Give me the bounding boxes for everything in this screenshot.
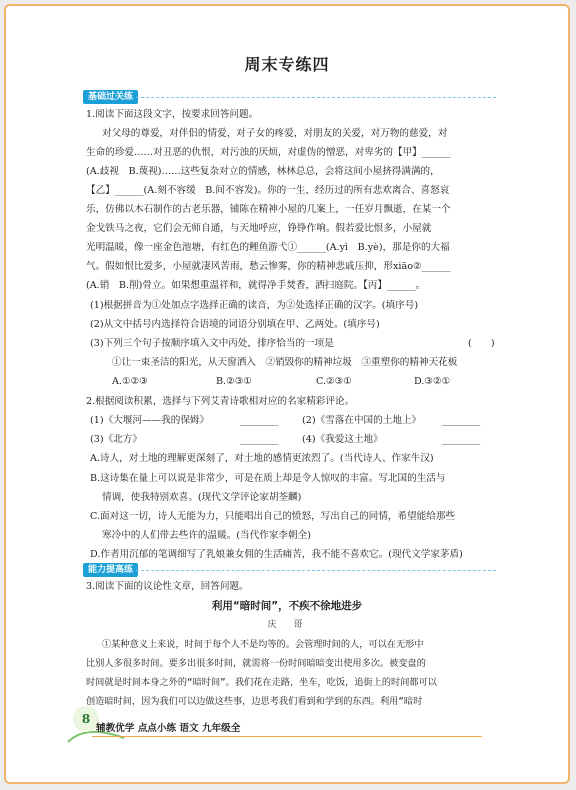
worksheet-page <box>4 4 570 784</box>
section-divider <box>136 97 496 98</box>
footer-text: 辅教优学 点点小练 语文 九年级全 <box>96 723 241 734</box>
page-number: 8 <box>73 706 99 732</box>
sub-question-1: (1)根据拼音为①处加点字选择正确的读音，为②处选择正确的汉字。(填序号) <box>90 300 419 311</box>
poem-4: (4)《我爱这土地》 <box>302 434 383 445</box>
paragraph-line: 乐，仿佛以木石制作的古老乐器，铺陈在精神小屋的几案上，一任岁月飘逝，在某一个 <box>86 204 451 215</box>
comment-b: B.这诗集在量上可以说是非常少，可是在质上却是令人惊叹的丰富。写北国的生活与 <box>90 473 446 484</box>
sub-question-3: (3)下列三个句子按顺序填入文中丙处，排序恰当的一项是 <box>90 338 334 349</box>
poem-3-blank[interactable]: ________ <box>240 434 279 445</box>
article-line: 创造暗时间，因为我们可以边做这些事，边思考我们看到和学到的东西。利用“暗时 <box>86 696 423 707</box>
paragraph-line: 生命的珍爱……对丑恶的仇恨，对污浊的厌烦，对虚伪的憎恶，对卑劣的【甲】______ <box>86 147 451 158</box>
section-badge-ability: 能力提高练 <box>83 563 138 577</box>
question-3-prompt: 3.阅读下面的议论性文章，回答问题。 <box>86 581 249 592</box>
poem-1: (1)《大堰河——我的保姆》 <box>90 415 210 426</box>
comment-c-cont: 寒冷中的人们带去些许的温暖。(当代作家李朝全) <box>102 530 311 541</box>
comment-c: C.面对这一切，诗人无能为力，只能唱出自己的愤怒，写出自己的同情，希望能给那些 <box>90 511 456 522</box>
question-2-prompt: 2.根据阅读积累，选择与下列艾青诗歌相对应的名家精彩评论。 <box>86 396 355 407</box>
answer-paren[interactable]: ( ) <box>468 338 495 349</box>
sub-question-2: (2)从文中括号内选择符合语境的词语分别填在甲、乙两处。(填序号) <box>90 319 380 330</box>
sentence-options: ①让一束圣洁的阳光，从天窗洒入 ②销毁你的精神垃圾 ③重塑你的精神天花板 <box>112 357 458 368</box>
question-1-prompt: 1.阅读下面这段文字，按要求回答问题。 <box>86 109 259 120</box>
comment-a: A.诗人，对土地的理解更深刻了，对土地的感情更浓烈了。(当代诗人、作家牛汉) <box>90 453 434 464</box>
section-divider <box>136 570 496 571</box>
choice-c[interactable]: C.②③① <box>316 376 352 387</box>
paragraph-line: 【乙】______(A.刻不容缓 B.间不容发)。你的一生，经历过的所有悲欢离合、喜怒哀 <box>86 185 450 196</box>
article-title: 利用“暗时间”，不疾不徐地进步 <box>211 600 363 612</box>
comment-d: D.作者用沉郁的笔调细写了乳娘兼女佣的生活痛苦，我不能不喜欢它。(现代文学家茅盾) <box>90 549 463 560</box>
paragraph-line: 金戈铁马之夜，它们会无师自通，与天地呼应，铮铮作响。假若爱比恨多，小屋就 <box>86 223 432 234</box>
poem-2: (2)《雪落在中国的土地上》 <box>302 415 422 426</box>
choice-a[interactable]: A.①②③ <box>112 376 148 387</box>
section-badge-basic: 基础过关练 <box>83 90 138 104</box>
page-title: 周末专练四 <box>244 55 330 74</box>
comment-b-cont: 情调，使我特别欢喜。(现代文学评论家胡荃麟) <box>102 492 302 503</box>
choice-d[interactable]: D.③②① <box>414 376 451 387</box>
paragraph-line: 对父母的尊爱，对伴侣的情爱，对子女的疼爱，对朋友的关爱，对万物的慈爱，对 <box>102 128 448 139</box>
article-line: ①某种意义上来说，时间于每个人不是均等的。会管理时间的人，可以在无形中 <box>102 639 424 650</box>
poem-1-blank[interactable]: ________ <box>240 415 279 426</box>
footer-divider <box>92 736 482 737</box>
article-line: 时间就是时间本身之外的“暗时间”。我们花在走路，坐车，吃饭，追街上的时间都可以 <box>86 677 437 688</box>
article-author: 庆 哥 <box>267 620 307 630</box>
poem-2-blank[interactable]: ________ <box>442 415 481 426</box>
poem-3: (3)《北方》 <box>90 434 142 445</box>
choice-b[interactable]: B.②③① <box>216 376 252 387</box>
poem-4-blank[interactable]: ________ <box>442 434 481 445</box>
paragraph-line: 气。假如恨比爱多，小屋就凄风苦雨，愁云惨雾，你的精神悲戚压抑，形xiāo②______ <box>86 261 451 272</box>
paragraph-line: 光明温暖，像一座金色池塘，有红色的鲤鱼游弋①______(A.yì B.yè)，那是你的大福 <box>86 242 450 253</box>
article-line: 比别人多很多时间。要多出很多时间，就需将一份时间暗暗变出使用多次。被变盘的 <box>86 658 426 669</box>
paragraph-line: (A.销 B.削)骨立。如果想重温祥和，就得净手焚香，洒扫庭院。【丙】______。 <box>86 280 426 291</box>
paragraph-line: (A.歧视 B.蔑视)……这些复杂对立的情感，林林总总，会将这间小屋挤得满满的， <box>86 166 440 177</box>
